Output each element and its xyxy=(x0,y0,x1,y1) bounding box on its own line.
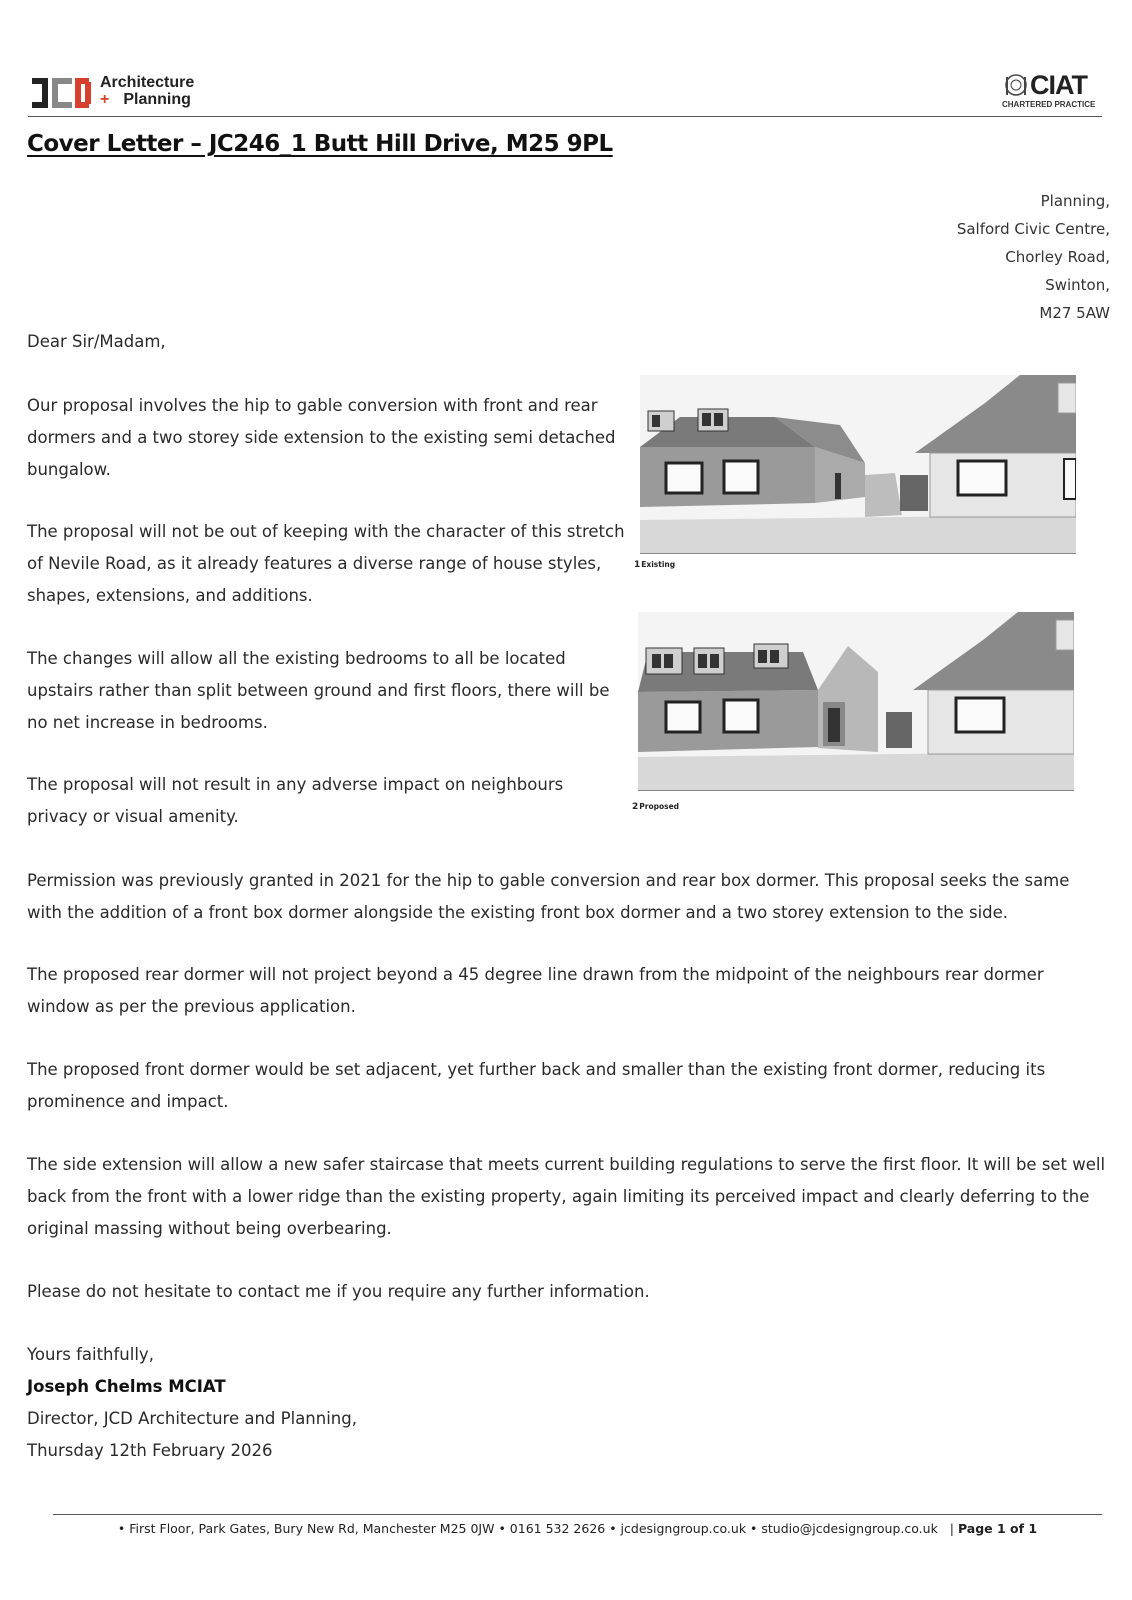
page-number: Page 1 of 1 xyxy=(957,1521,1038,1536)
ciat-logo xyxy=(1002,70,1102,112)
figure-existing-render xyxy=(640,375,1076,554)
figure-caption-proposed xyxy=(632,802,679,812)
paragraph-privacy: The proposal will not result in any adverse impact on neighbours privacy or visual amenity. xyxy=(27,775,564,826)
logo-line-architecture: Architecture xyxy=(100,74,195,91)
existing-house-illustration xyxy=(640,375,1076,553)
address-line: M27 5AW xyxy=(1039,304,1110,322)
figure-label: Existing xyxy=(641,560,676,569)
paragraph-side-extension: The side extension will allow a new safer staircase that meets current building regulations to serve the first floor. It will be set well back from the front with a lower ridge than the existing property, again limiting its perceived impact and clearly deferring to the original massing without being overbearing. xyxy=(27,1155,1106,1238)
signatory-name: Joseph Chelms MCIAT xyxy=(27,1377,226,1396)
figure-label: Proposed xyxy=(639,802,680,811)
letterhead xyxy=(28,70,1102,117)
signoff-block xyxy=(27,1339,357,1467)
page-footer: • First Floor, Park Gates, Bury New Rd, Manchester M25 0JW • 0161 532 2626 • jcdesigngroup.co.uk • studio@jcdesigngroup.co.uk | Page 1 of 1 xyxy=(53,1514,1102,1536)
jcd-logo xyxy=(32,74,217,112)
address-line: Chorley Road, xyxy=(1005,248,1110,266)
address-line: Planning, xyxy=(1040,192,1110,210)
letter-title: Cover Letter – JC246_1 Butt Hill Drive, M25 9PL xyxy=(27,131,613,157)
paragraph-proposal: Our proposal involves the hip to gable conversion with front and rear dormers and a two storey side extension to the existing semi detached bungalow. xyxy=(27,396,616,479)
letter-date: Thursday 12th February 2026 xyxy=(27,1441,273,1460)
paragraph-character: The proposal will not be out of keeping with the character of this stretch of Nevile Road, as it already features a diverse range of house styles, shapes, extensions, and additions. xyxy=(27,522,625,605)
address-line: Salford Civic Centre, xyxy=(956,220,1110,238)
paragraph-front-dormer: The proposed front dormer would be set adjacent, yet further back and smaller than the existing front dormer, reducing its prominence and impact. xyxy=(27,1060,1046,1111)
paragraph-rear-dormer: The proposed rear dormer will not project beyond a 45 degree line drawn from the midpoint of the neighbours rear dormer window as per the previous application. xyxy=(27,965,1044,1016)
salutation: Dear Sir/Madam, xyxy=(27,332,166,351)
closing: Yours faithfully, xyxy=(27,1345,154,1364)
ciat-wordmark: CIAT xyxy=(1030,70,1087,100)
paragraph-contact: Please do not hesitate to contact me if you require any further information. xyxy=(27,1282,650,1301)
footer-contact-details: • First Floor, Park Gates, Bury New Rd, Manchester M25 0JW • 0161 532 2626 • jcdesigngroup.co.uk • studio@jcdesigngroup.co.uk xyxy=(117,1521,938,1536)
figure-number: 1 xyxy=(634,560,641,570)
address-line: Swinton, xyxy=(1045,276,1110,294)
figure-proposed-render xyxy=(638,612,1074,791)
figure-caption-existing xyxy=(634,560,675,570)
paragraph-bedrooms: The changes will allow all the existing bedrooms to all be located upstairs rather than split between ground and first floors, there will be no net increase in bedrooms. xyxy=(27,649,610,732)
proposed-house-illustration xyxy=(638,612,1074,790)
logo-plus: + xyxy=(100,91,110,108)
recipient-address xyxy=(957,187,1110,327)
logo-line-planning: Planning xyxy=(123,91,191,108)
jcd-monogram-icon xyxy=(32,76,94,110)
ciat-subtitle: CHARTERED PRACTICE xyxy=(1002,100,1096,109)
signatory-role: Director, JCD Architecture and Planning, xyxy=(27,1409,357,1428)
figure-number: 2 xyxy=(632,802,639,812)
logo-wordmark xyxy=(100,74,194,108)
ciat-crest-icon xyxy=(1004,73,1028,99)
paragraph-permission-history: Permission was previously granted in 2021 for the hip to gable conversion and rear box dormer. This proposal seeks the same with the addition of a front box dormer alongside the existing front box dormer and a two storey extension to the side. xyxy=(27,871,1070,922)
